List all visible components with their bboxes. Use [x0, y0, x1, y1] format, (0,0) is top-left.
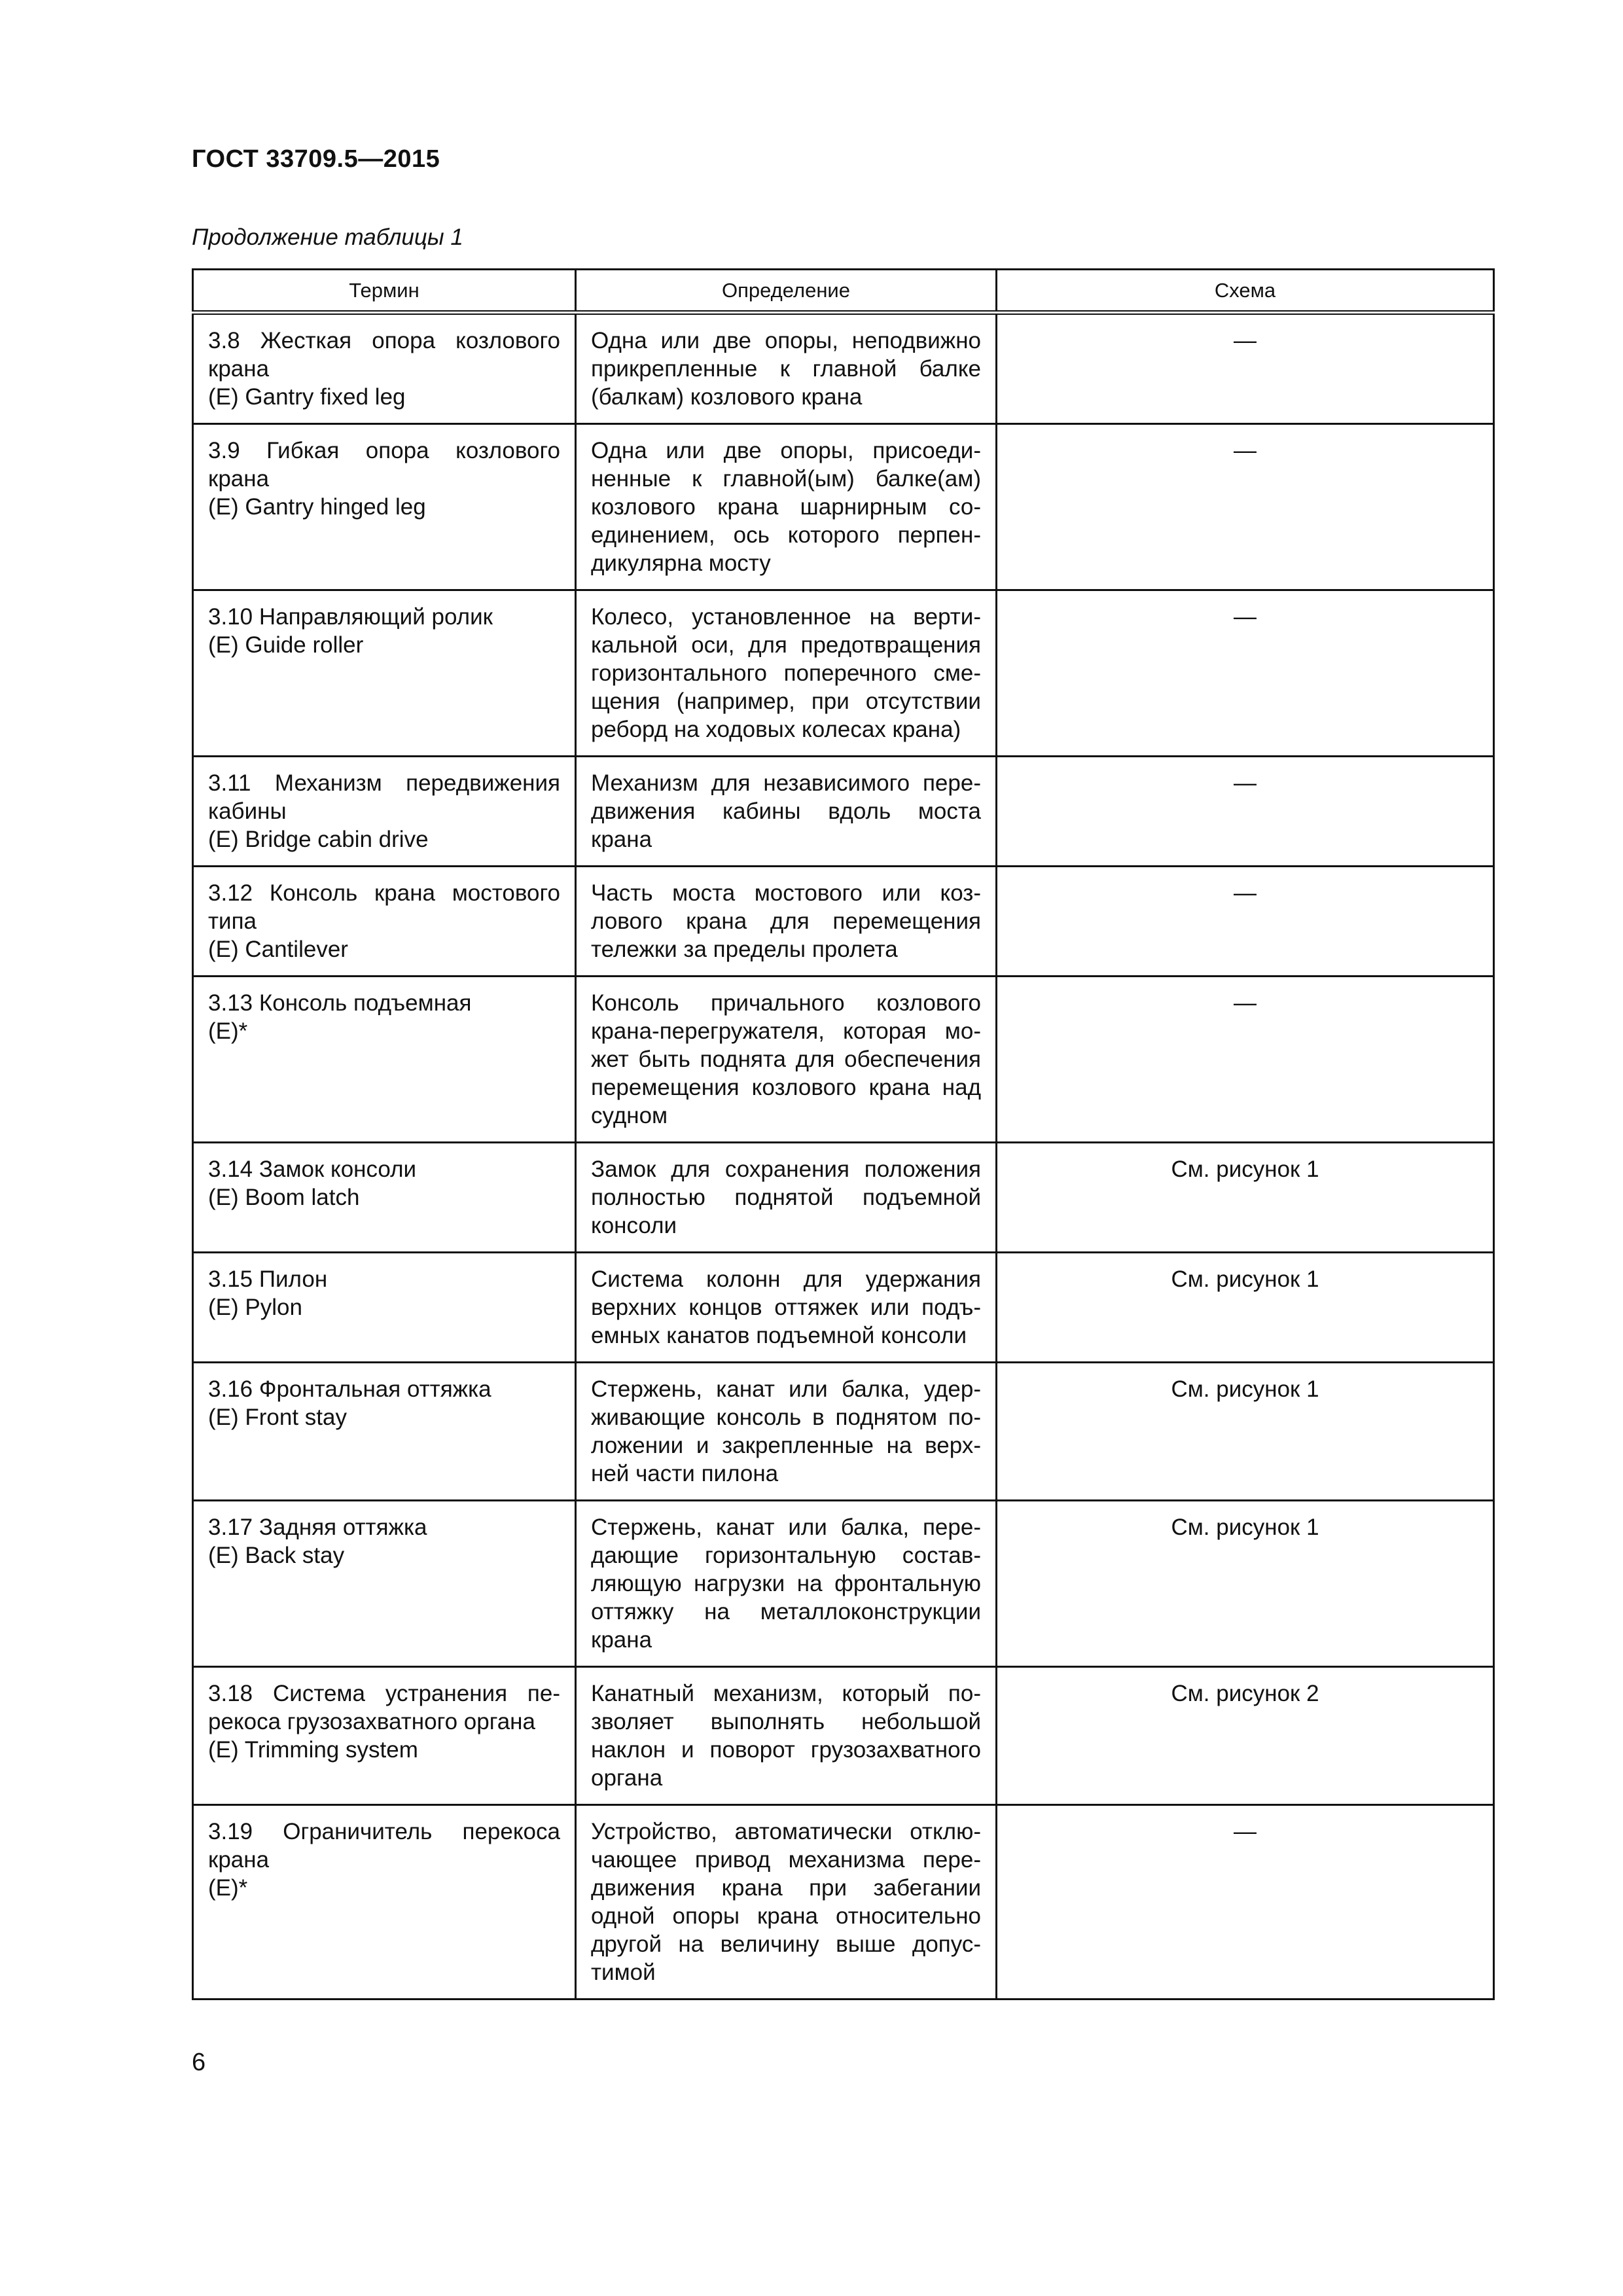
term-text: 3.19 Ограничитель перекоса крана [208, 1819, 560, 1873]
table-caption: Продолжение таблицы 1 [192, 224, 463, 250]
column-header-scheme: Схема [997, 270, 1494, 313]
document-code: ГОСТ 33709.5—2015 [192, 145, 440, 173]
scheme-cell: — [997, 424, 1494, 590]
term-cell [193, 1253, 576, 1363]
scheme-cell: См. рисунок 2 [997, 1667, 1494, 1805]
term-text: 3.12 Консоль крана мостового типа [208, 880, 560, 934]
column-header-term: Термин [193, 270, 576, 313]
term-text: 3.11 Механизм передвижения кабины [208, 770, 560, 824]
term-english: (E) Trimming system [208, 1737, 418, 1763]
table-row [193, 590, 1494, 757]
definition-cell: Устройство, автоматически отключающее привод механизма передвижения крана при забегании одной опоры крана относительно другой на величину выше допустимой [576, 1805, 997, 2000]
table-row [193, 757, 1494, 867]
term-text: 3.18 Система устранения перекоса грузозахватного органа [208, 1681, 560, 1734]
term-english: (E) Front stay [208, 1405, 347, 1430]
page-number: 6 [192, 2049, 206, 2076]
term-cell [193, 1143, 576, 1253]
term-cell [193, 590, 576, 757]
table-body [193, 313, 1494, 2000]
column-header-definition: Определение [576, 270, 997, 313]
scheme-cell: См. рисунок 1 [997, 1363, 1494, 1501]
scheme-cell: — [997, 1805, 1494, 2000]
scheme-cell: — [997, 313, 1494, 424]
definition-cell: Одна или две опоры, неподвижно прикрепленные к главной балке (балкам) козлового крана [576, 313, 997, 424]
scheme-cell: См. рисунок 1 [997, 1253, 1494, 1363]
term-english: (E) Cantilever [208, 937, 348, 962]
term-cell [193, 1805, 576, 2000]
term-english: (E) Pylon [208, 1295, 302, 1320]
term-english: (E) Guide roller [208, 632, 364, 658]
table-row [193, 1143, 1494, 1253]
table-row [193, 1667, 1494, 1805]
table-row [193, 1805, 1494, 2000]
term-cell [193, 867, 576, 977]
term-text: 3.14 Замок консоли [208, 1157, 417, 1182]
term-english: (E) Bridge cabin drive [208, 827, 429, 852]
term-cell [193, 313, 576, 424]
table-row [193, 313, 1494, 424]
scheme-cell: — [997, 590, 1494, 757]
term-cell [193, 757, 576, 867]
term-text: 3.8 Жесткая опора козлового крана [208, 328, 560, 382]
term-text: 3.15 Пилон [208, 1266, 328, 1292]
definition-cell: Замок для сохранения положения полностью поднятой подъемной консоли [576, 1143, 997, 1253]
table-row [193, 1501, 1494, 1667]
definition-cell: Колесо, установленное на вертикальной оси, для предотвращения горизонтального поперечного смещения (например, при отсутствии реборд на ходовых колесах крана) [576, 590, 997, 757]
term-text: 3.13 Консоль подъемная [208, 990, 472, 1016]
table-row [193, 424, 1494, 590]
definition-cell: Часть моста мостового или козлового крана для перемещения тележки за пределы пролета [576, 867, 997, 977]
table-row [193, 977, 1494, 1143]
table-row [193, 1253, 1494, 1363]
term-cell [193, 1501, 576, 1667]
scheme-cell: — [997, 757, 1494, 867]
definition-cell: Стержень, канат или балка, передающие горизонтальную составляющую нагрузки на фронтальную оттяжку на металлоконструкции крана [576, 1501, 997, 1667]
term-english: (E) Boom latch [208, 1185, 360, 1210]
term-cell [193, 1363, 576, 1501]
scheme-cell: См. рисунок 1 [997, 1501, 1494, 1667]
scheme-cell: — [997, 867, 1494, 977]
term-text: 3.9 Гибкая опора козлового крана [208, 438, 560, 492]
term-cell [193, 977, 576, 1143]
term-english: (E) Gantry hinged leg [208, 494, 426, 520]
term-cell [193, 1667, 576, 1805]
definition-cell: Механизм для независимого передвижения кабины вдоль моста крана [576, 757, 997, 867]
table-header-row [193, 270, 1494, 313]
table-row [193, 867, 1494, 977]
scheme-cell: См. рисунок 1 [997, 1143, 1494, 1253]
definition-cell: Система колонн для удержания верхних концов оттяжек или подъемных канатов подъемной консоли [576, 1253, 997, 1363]
term-text: 3.10 Направляющий ролик [208, 604, 493, 630]
term-english: (E) Back stay [208, 1543, 345, 1568]
term-english: (E)* [208, 1018, 248, 1044]
term-english: (E)* [208, 1875, 248, 1901]
terms-table [192, 268, 1495, 2000]
term-english: (E) Gantry fixed leg [208, 384, 406, 410]
term-cell [193, 424, 576, 590]
definition-cell: Одна или две опоры, присоединенные к главной(ым) балке(ам) козлового крана шарнирным соединением, ось которого перпендикулярна мосту [576, 424, 997, 590]
term-text: 3.16 Фронтальная оттяжка [208, 1376, 491, 1402]
definition-cell: Консоль причального козлового крана-перегружателя, которая может быть поднята для обеспечения перемещения козлового крана над судном [576, 977, 997, 1143]
definition-cell: Канатный механизм, который позволяет выполнять небольшой наклон и поворот грузозахватного органа [576, 1667, 997, 1805]
term-text: 3.17 Задняя оттяжка [208, 1515, 427, 1540]
table-row [193, 1363, 1494, 1501]
scheme-cell: — [997, 977, 1494, 1143]
definition-cell: Стержень, канат или балка, удерживающие консоль в поднятом положении и закрепленные на верхней части пилона [576, 1363, 997, 1501]
